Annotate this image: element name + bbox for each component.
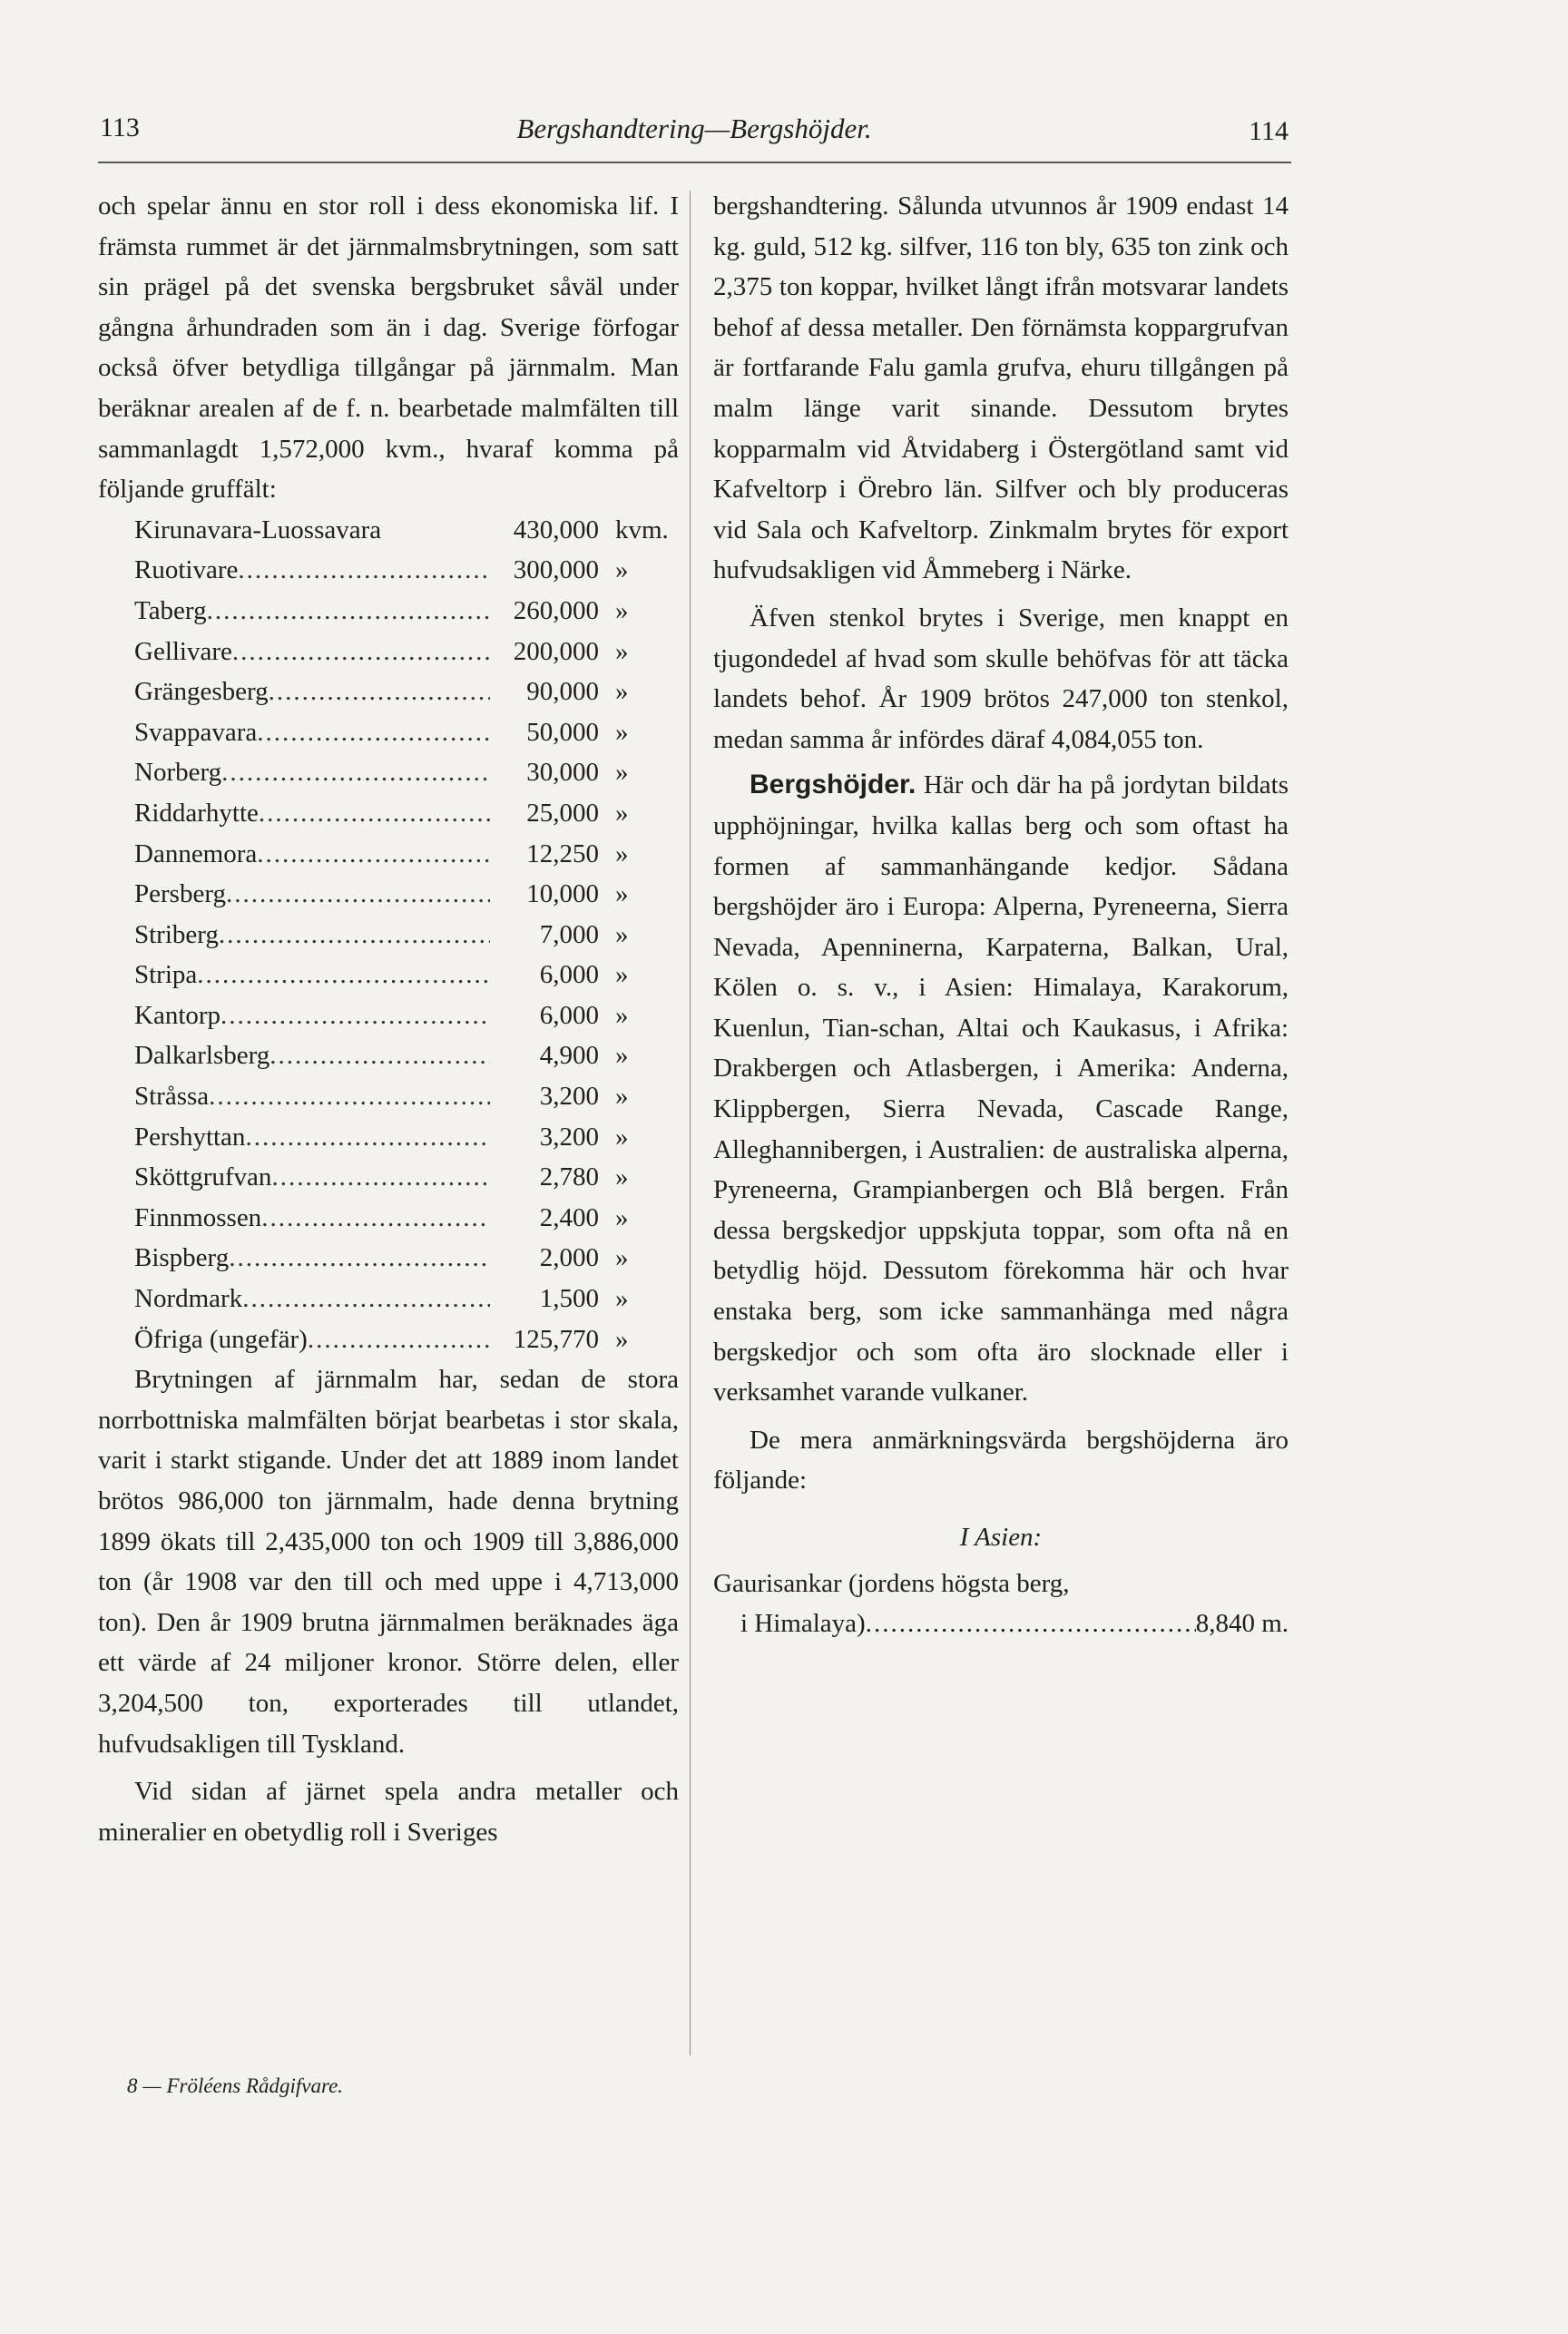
leader-dots xyxy=(232,632,490,672)
ore-field-area: 260,000 xyxy=(513,595,599,625)
ore-field-area: 3,200 xyxy=(539,1082,599,1112)
left-paragraph-1: och spelar ännu en stor roll i dess ekonomiska lif. I främsta rummet är det järnmalmsbrytningen, som satt sin prägel på det svenska bergsbruket såväl under gångna århundraden som än i dag. Sverige förfogar också öfver betydliga tillgångar på järnmalm. Man beräknar arealen af de f. n. bearbetade malmfälten till sammanlagdt 1,572,000 kvm., hvaraf komma på följande gruffält: xyxy=(98,191,679,505)
ore-field-row xyxy=(98,1117,679,1158)
ore-field-name: Gellivare xyxy=(134,636,232,666)
ore-field-unit: » xyxy=(615,1122,629,1152)
ore-field-unit: » xyxy=(615,919,629,949)
ore-field-unit: » xyxy=(615,636,629,666)
leader-dots xyxy=(207,591,490,632)
leader-dots xyxy=(197,955,490,995)
right-paragraph-3 xyxy=(713,765,1289,1413)
ore-field-unit: » xyxy=(615,798,629,828)
ore-field-area: 6,000 xyxy=(539,1000,599,1030)
ore-field-row xyxy=(98,591,679,632)
right-paragraph-1: bergshandtering. Sålunda utvunnos år 1909 endast 14 kg. guld, 512 kg. silfver, 116 ton bly, 635 ton zink och 2,375 ton koppar, hvilket långt ifrån motsvarar landets behof af dessa metaller. Den förnämsta koppargrufvan är fortfarande Falu gamla grufva, ehuru tillgången på malm länge varit sinande. Dessutom brytes kopparmalm vid Åtvidaberg i Östergötland samt vid Kafveltorp i Örebro län. Silfver och bly produceras vid Sala och Kafveltorp. Zinkmalm brytes för export hufvudsakligen vid Åmmeberg i Närke. xyxy=(713,191,1289,585)
right-paragraph-3-body: Här och där ha på jordytan bildats upphöjningar, hvilka kallas berg och som oftast ha formen af sammanhängande kedjor. Sådana bergshöjder äro i Europa: Alperna, Pyreneerna, Sierra Nevada, Apenninerna, Karpaterna, Balkan, Ural, Kölen o. s. v., i Asien: Himalaya, Karakorum, Kuenlun, Tian-schan, Altai och Kaukasus, i Afrika: Drakbergen och Atlasbergen, i Amerika: Anderna, Klippbergen, Sierra Nevada, Cascade Range, Alleghannibergen, i Australien: de australiska alperna, Pyreneerna, Grampianbergen och Blå bergen. Från dessa bergskedjor uppskjuta toppar, som ofta nå en betydlig höjd. Dessutom förekomma här och hvar enstaka berg, som icke sammanhänga med några bergskedjor och som ofta äro slocknade eller i verksamhet varande vulkaner. xyxy=(713,770,1289,1407)
mountain-entry-line-1: Gaurisankar (jordens högsta berg, xyxy=(713,1568,1070,1598)
leader-dots xyxy=(238,550,490,591)
ore-field-row xyxy=(98,1198,679,1239)
left-paragraph-3: Vid sidan af järnet spela andra metaller och mineralier en obetydlig roll i Sveriges xyxy=(98,1777,679,1847)
ore-field-area: 1,500 xyxy=(539,1284,599,1314)
ore-field-unit: » xyxy=(615,838,629,868)
ore-field-area: 2,400 xyxy=(539,1202,599,1232)
ore-field-unit: » xyxy=(615,1243,629,1273)
ore-field-unit: » xyxy=(615,758,629,788)
mountain-entry-line-2 xyxy=(713,1603,1289,1644)
ore-field-unit: » xyxy=(615,1041,629,1071)
ore-field-area: 12,250 xyxy=(526,838,599,868)
ore-field-name: Norberg xyxy=(134,758,222,788)
ore-field-area: 2,000 xyxy=(539,1243,599,1273)
ore-field-name: Sköttgrufvan xyxy=(134,1162,272,1192)
ore-field-unit: » xyxy=(615,1082,629,1112)
ore-field-name: Stripa xyxy=(134,960,198,990)
ore-field-row xyxy=(98,1319,679,1360)
ore-field-name: Riddarhytte xyxy=(134,798,259,828)
ore-field-name: Persberg xyxy=(134,879,226,909)
ore-field-area: 300,000 xyxy=(513,555,599,585)
leader-dots xyxy=(209,1076,490,1117)
running-header xyxy=(100,107,1289,158)
leader-dots xyxy=(269,672,490,712)
ore-field-area: 125,770 xyxy=(513,1324,599,1354)
ore-field-name: Bispberg xyxy=(134,1243,230,1273)
leader-dots xyxy=(226,874,490,915)
ore-field-row xyxy=(98,1157,679,1198)
ore-field-area: 10,000 xyxy=(526,879,599,909)
ore-field-name: Finnmossen xyxy=(134,1202,262,1232)
ore-field-row xyxy=(98,752,679,793)
ore-field-row xyxy=(98,1076,679,1117)
section-heading-bergshojder: Bergshöjder. xyxy=(750,770,916,800)
ore-field-row xyxy=(98,834,679,875)
leader-dots xyxy=(308,1319,490,1360)
ore-field-name: Dalkarlsberg xyxy=(134,1041,270,1071)
leader-dots xyxy=(270,1035,490,1076)
ore-field-row xyxy=(98,672,679,712)
ore-field-row xyxy=(98,915,679,956)
ore-field-unit: » xyxy=(615,555,629,585)
leader-dots xyxy=(271,1157,490,1198)
leader-dots xyxy=(259,793,490,834)
ore-field-area: 2,780 xyxy=(539,1162,599,1192)
right-paragraph-2: Äfven stenkol brytes i Sverige, men knappt en tjugondedel af hvad som skulle behöfvas för att täcka landets behof. År 1909 brötos 247,000 ton stenkol, medan samma år infördes däraf 4,084,055 ton. xyxy=(713,603,1289,754)
mountain-entry xyxy=(713,1564,1289,1644)
ore-field-name: Öfriga (ungefär) xyxy=(134,1324,308,1354)
page-number-right: 114 xyxy=(1249,116,1289,146)
ore-field-row xyxy=(98,955,679,995)
ore-field-area: 50,000 xyxy=(526,717,599,747)
leader-dots xyxy=(257,712,490,753)
ore-field-area: 430,000 xyxy=(513,515,599,544)
leader-dots xyxy=(219,915,490,956)
ore-field-row xyxy=(98,1035,679,1076)
running-title: Bergshandtering—Bergshöjder. xyxy=(516,113,872,144)
ore-field-name: Svappavara xyxy=(134,717,258,747)
ore-field-area: 25,000 xyxy=(526,798,599,828)
ore-field-unit: » xyxy=(615,1202,629,1232)
ore-field-unit: » xyxy=(615,1284,629,1314)
left-paragraph-2: Brytningen af järnmalm har, sedan de stora norrbottniska malmfälten börjat bearbetas i stor skala, varit i starkt stigande. Under det att 1889 inom landet brötos 986,000 ton järnmalm, hade denna brytning 1899 ökats till 2,435,000 ton och 1909 till 3,886,000 ton (år 1908 var den till och med uppe i 4,713,000 ton). Den år 1909 brutna järnmalmen beräknades äga ett värde af 24 miljoner kronor. Större delen, eller 3,204,500 ton, exporterades till utlandet, hufvudsakligen till Tyskland. xyxy=(98,1365,679,1759)
header-rule xyxy=(98,162,1291,163)
leader-dots xyxy=(245,1117,490,1158)
ore-field-name: Dannemora xyxy=(134,838,258,868)
ore-field-name: Kantorp xyxy=(134,1000,221,1030)
ore-field-name: Stråssa xyxy=(134,1082,210,1112)
ore-field-unit: » xyxy=(615,717,629,747)
ore-field-row xyxy=(98,550,679,591)
ore-field-row xyxy=(98,1238,679,1279)
ore-field-row xyxy=(98,874,679,915)
ore-field-unit: » xyxy=(615,879,629,909)
leader-dots xyxy=(257,834,490,875)
ore-field-area: 30,000 xyxy=(526,758,599,788)
ore-field-name: Taberg xyxy=(134,595,207,625)
left-column xyxy=(98,186,679,1852)
right-column xyxy=(713,186,1289,1644)
page-footer: 8 — Fröléens Rådgifvare. xyxy=(127,2074,344,2097)
right-paragraph-4: De mera anmärkningsvärda bergshöjderna äro följande: xyxy=(713,1425,1289,1496)
ore-field-name: Grängesberg xyxy=(134,677,269,707)
ore-field-unit: » xyxy=(615,677,629,707)
leader-dots xyxy=(866,1603,1196,1644)
ore-field-row xyxy=(98,632,679,672)
leader-dots xyxy=(220,995,490,1036)
ore-field-unit: » xyxy=(615,1000,629,1030)
ore-field-unit: » xyxy=(615,1324,629,1354)
ore-field-area: 6,000 xyxy=(539,960,599,990)
mountain-entry-height: 8,840 m. xyxy=(1195,1609,1289,1639)
ore-field-name: Nordmark xyxy=(134,1284,243,1314)
ore-field-row xyxy=(98,712,679,753)
ore-field-area: 4,900 xyxy=(539,1041,599,1071)
ore-field-row xyxy=(98,995,679,1036)
ore-field-area: 3,200 xyxy=(539,1122,599,1152)
mountain-entry-location: i Himalaya) xyxy=(740,1609,866,1639)
ore-field-unit: » xyxy=(615,595,629,625)
ore-field-name: Striberg xyxy=(134,919,219,949)
ore-field-area: 200,000 xyxy=(513,636,599,666)
ore-field-area: 90,000 xyxy=(526,677,599,707)
ore-field-unit: » xyxy=(615,1162,629,1192)
column-divider xyxy=(690,191,691,2055)
ore-field-row xyxy=(98,1279,679,1319)
page-number-left: 113 xyxy=(100,113,140,142)
ore-fields-list xyxy=(98,510,679,1359)
ore-field-name: Ruotivare xyxy=(134,555,239,585)
ore-field-unit: » xyxy=(615,960,629,990)
leader-dots xyxy=(242,1279,490,1319)
ore-field-name: Pershyttan xyxy=(134,1122,246,1152)
ore-field-row xyxy=(98,793,679,834)
ore-field-unit: kvm. xyxy=(615,515,669,544)
leader-dots xyxy=(261,1198,490,1239)
ore-field-area: 7,000 xyxy=(539,919,599,949)
subheading-asien: I Asien: xyxy=(959,1523,1043,1552)
ore-field-name: Kirunavara-Luossavara xyxy=(134,515,382,544)
ore-field-row xyxy=(98,510,679,551)
leader-dots xyxy=(229,1238,490,1279)
leader-dots xyxy=(221,752,490,793)
